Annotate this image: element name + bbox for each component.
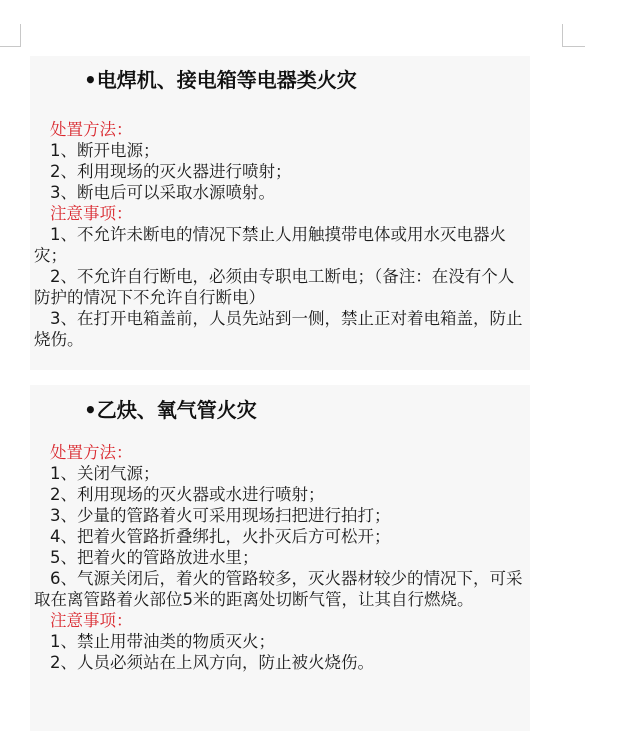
method-item: 2、利用现场的灭火器或水进行喷射； (50, 485, 325, 504)
method-item: 1、关闭气源； (50, 464, 160, 483)
section-heading: •电焊机、接电箱等电器类火灾 (84, 68, 357, 92)
note-item: 1、禁止用带油类的物质灭火； (50, 632, 275, 651)
method-item: 4、把着火管路折叠绑扎，火扑灭后方可松开； (50, 527, 391, 546)
notes-label: 注意事项： (50, 611, 133, 630)
section-body (34, 442, 524, 673)
note-item: 1、不允许未断电的情况下禁止人用触摸带电体或用水灭电器火灾； (34, 225, 506, 265)
method-item: 3、断电后可以采取水源喷射。 (50, 183, 275, 202)
crop-mark-top-right (562, 24, 585, 47)
notes-label: 注意事项： (50, 204, 133, 223)
crop-mark-top-left (0, 24, 21, 47)
methods-label: 处置方法： (50, 120, 133, 139)
method-item: 5、把着火的管路放进水里； (50, 548, 259, 567)
section-heading: •乙炔、氧气管火灾 (84, 398, 257, 422)
method-item: 1、断开电源； (50, 141, 160, 160)
note-item: 3、在打开电箱盖前，人员先站到一侧，禁止正对着电箱盖，防止烧伤。 (34, 309, 523, 349)
note-item: 2、不允许自行断电，必须由专职电工断电；（备注：在没有个人防护的情况下不允许自行断电） (34, 267, 515, 307)
section-body (34, 119, 524, 350)
methods-label: 处置方法： (50, 443, 133, 462)
method-item: 3、少量的管路着火可采用现场扫把进行拍打； (50, 506, 391, 525)
method-item: 2、利用现场的灭火器进行喷射； (50, 162, 292, 181)
method-item: 6、气源关闭后，着火的管路较多，灭火器材较少的情况下，可采取在离管路着火部位5米的距离处切断气管，让其自行燃烧。 (34, 569, 523, 609)
note-item: 2、人员必须站在上风方向，防止被火烧伤。 (50, 653, 374, 672)
